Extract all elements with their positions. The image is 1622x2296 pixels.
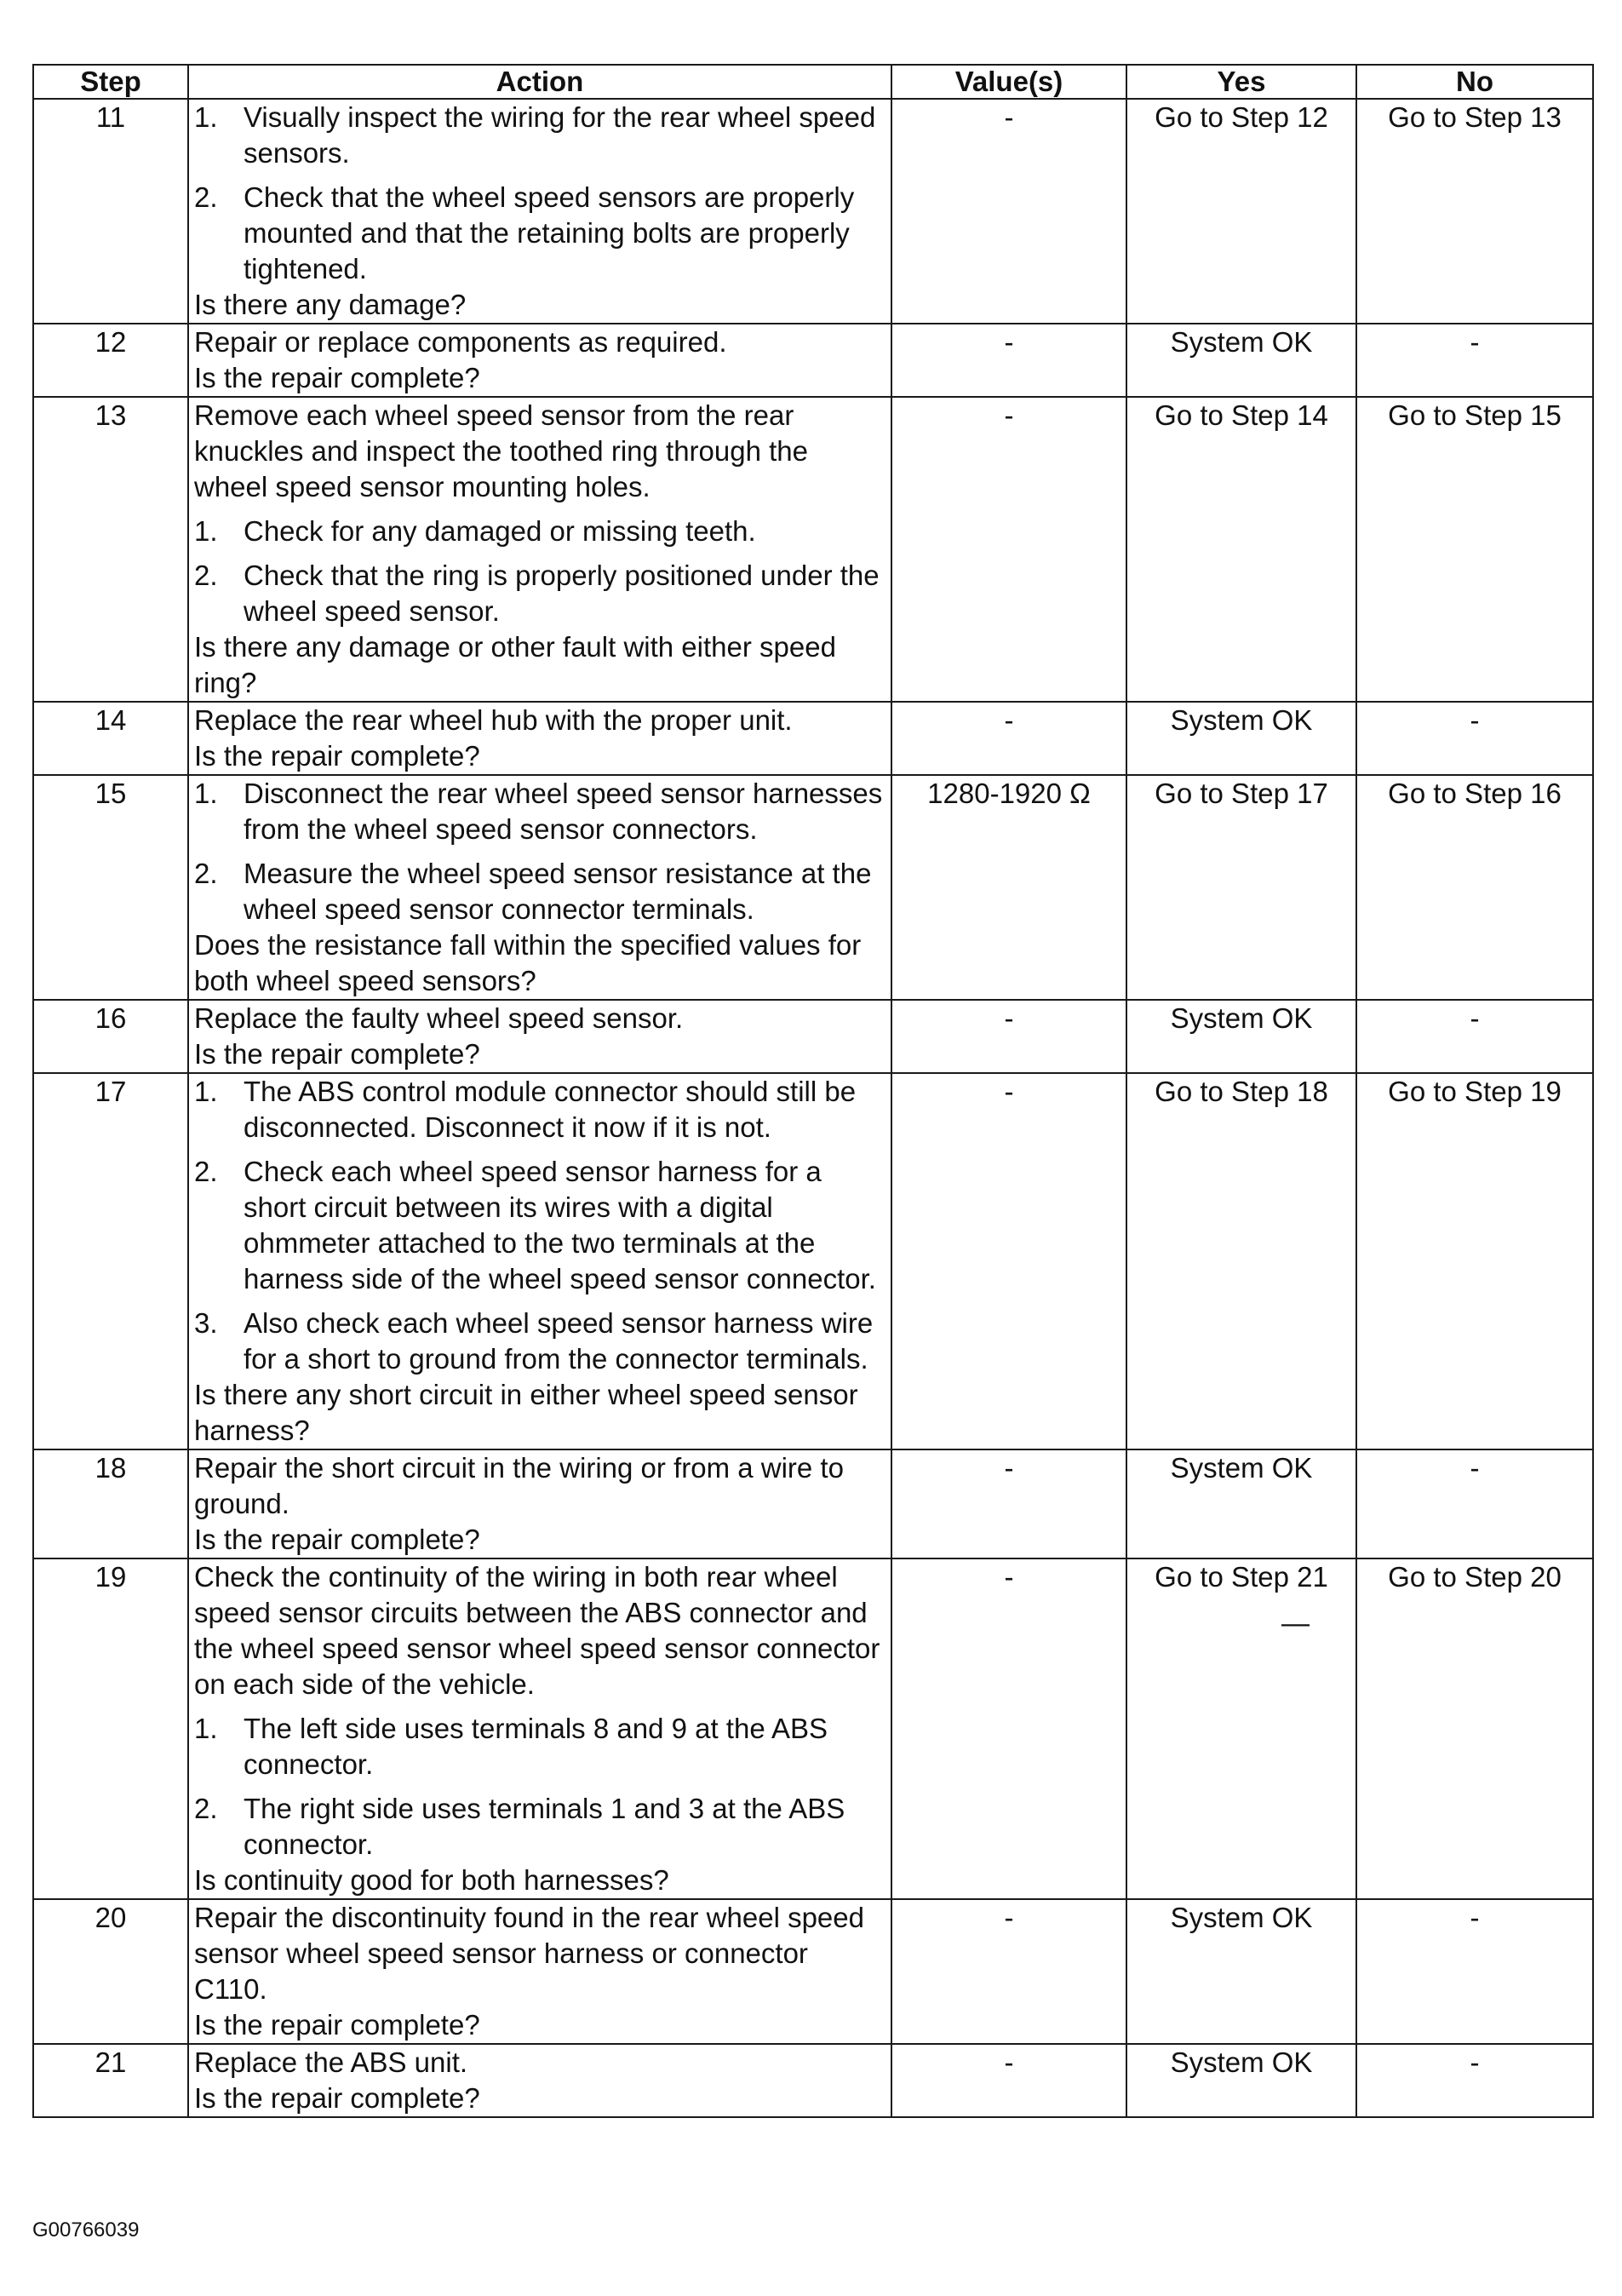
step-number: 15 [33, 775, 188, 1000]
no-cell: Go to Step 19 [1356, 1073, 1593, 1449]
action-cell [188, 702, 891, 775]
value-cell: - [891, 702, 1126, 775]
yes-result: System OK [1170, 1452, 1313, 1484]
value-cell: - [891, 99, 1126, 324]
action-step-item [194, 514, 886, 549]
action-text: Replace the rear wheel hub with the proper unit. [194, 704, 793, 736]
table-row [33, 324, 1593, 397]
table-body [33, 99, 1593, 2117]
yes-result: Go to Step 18 [1155, 1076, 1328, 1107]
value-cell: - [891, 2044, 1126, 2117]
yes-result: System OK [1170, 326, 1313, 358]
action-step-item [194, 1306, 886, 1377]
action-cell [188, 2044, 891, 2117]
step-number: 13 [33, 397, 188, 702]
action-text: Check the continuity of the wiring in both rear wheel speed sensor circuits between the ABS connector and the wheel speed sensor wheel speed sensor connector on each side of the vehicle. [194, 1561, 880, 1700]
yes-result: System OK [1170, 1902, 1313, 1933]
action-text: Is the repair complete? [194, 2009, 480, 2041]
step-number: 21 [33, 2044, 188, 2117]
yes-cell [1126, 99, 1356, 324]
value-cell: - [891, 397, 1126, 702]
item-text: Check each wheel speed sensor harness for a short circuit between its wires with a digital ohmmeter attached to the two terminals at the harness side of the wheel speed sensor connector. [244, 1156, 876, 1294]
header-step: Step [33, 65, 188, 99]
step-number: 11 [33, 99, 188, 324]
action-text: Replace the ABS unit. [194, 2046, 468, 2078]
action-text: Does the resistance fall within the specified values for both wheel speed sensors? [194, 929, 862, 996]
action-step-item [194, 1074, 886, 1145]
item-number: 2. [194, 1793, 218, 1824]
header-values: Value(s) [891, 65, 1126, 99]
action-step-item [194, 180, 886, 287]
value-cell: - [891, 1558, 1126, 1899]
step-number: 14 [33, 702, 188, 775]
table-row [33, 702, 1593, 775]
yes-result: Go to Step 12 [1155, 101, 1328, 133]
item-number: 2. [194, 858, 218, 889]
action-cell [188, 397, 891, 702]
action-step-item [194, 1154, 886, 1297]
header-yes: Yes [1126, 65, 1356, 99]
diagnostic-table [32, 64, 1594, 2118]
header-no: No [1356, 65, 1593, 99]
item-text: The left side uses terminals 8 and 9 at the ABS connector. [244, 1713, 828, 1780]
document-code: G00766039 [32, 2219, 140, 2241]
yes-cell [1126, 324, 1356, 397]
action-text: Replace the faulty wheel speed sensor. [194, 1002, 684, 1034]
yes-cell [1126, 1558, 1356, 1899]
yes-cell [1126, 1073, 1356, 1449]
yes-cell [1126, 702, 1356, 775]
no-cell: Go to Step 20 [1356, 1558, 1593, 1899]
yes-result: Go to Step 14 [1155, 399, 1328, 431]
value-cell: - [891, 1073, 1126, 1449]
step-number: 12 [33, 324, 188, 397]
action-step-item [194, 100, 886, 171]
yes-cell [1126, 1899, 1356, 2044]
table-row [33, 1899, 1593, 2044]
item-text: Check that the ring is properly positioned under the wheel speed sensor. [244, 560, 880, 627]
action-text: Is there any short circuit in either wheel speed sensor harness? [194, 1379, 858, 1446]
no-cell: - [1356, 1899, 1593, 2044]
action-text: Remove each wheel speed sensor from the rear knuckles and inspect the toothed ring through the wheel speed sensor mounting holes. [194, 399, 808, 502]
value-cell: - [891, 324, 1126, 397]
action-step-item [194, 776, 886, 847]
step-number: 19 [33, 1558, 188, 1899]
yes-cell [1126, 397, 1356, 702]
action-cell [188, 1558, 891, 1899]
action-text: Repair the discontinuity found in the rear wheel speed sensor wheel speed sensor harness or connector C110. [194, 1902, 864, 2005]
yes-mark: — [1281, 1607, 1310, 1639]
no-cell: Go to Step 16 [1356, 775, 1593, 1000]
value-cell: - [891, 1899, 1126, 2044]
action-cell [188, 324, 891, 397]
item-text: Check that the wheel speed sensors are properly mounted and that the retaining bolts are properly tightened. [244, 181, 855, 284]
item-number: 3. [194, 1307, 218, 1339]
step-number: 17 [33, 1073, 188, 1449]
action-cell [188, 99, 891, 324]
yes-result: System OK [1170, 1002, 1313, 1034]
no-cell: - [1356, 2044, 1593, 2117]
table-header-row [33, 65, 1593, 99]
value-cell: - [891, 1449, 1126, 1558]
item-text: Check for any damaged or missing teeth. [244, 515, 756, 547]
item-number: 2. [194, 1156, 218, 1187]
action-text: Is there any damage or other fault with either speed ring? [194, 631, 836, 698]
action-text: Repair the short circuit in the wiring or from a wire to ground. [194, 1452, 844, 1519]
no-cell: Go to Step 15 [1356, 397, 1593, 702]
item-text: Also check each wheel speed sensor harness wire for a short to ground from the connector terminals. [244, 1307, 874, 1375]
yes-cell [1126, 2044, 1356, 2117]
yes-cell [1126, 1449, 1356, 1558]
item-number: 2. [194, 181, 218, 213]
action-cell [188, 1073, 891, 1449]
action-cell [188, 1899, 891, 2044]
no-cell: Go to Step 13 [1356, 99, 1593, 324]
no-cell: - [1356, 1449, 1593, 1558]
yes-result: Go to Step 17 [1155, 778, 1328, 809]
item-text: Measure the wheel speed sensor resistance at the wheel speed sensor connector terminals. [244, 858, 872, 925]
step-number: 20 [33, 1899, 188, 2044]
no-cell: - [1356, 324, 1593, 397]
no-cell: - [1356, 702, 1593, 775]
action-text: Is continuity good for both harnesses? [194, 1864, 669, 1896]
item-text: The right side uses terminals 1 and 3 at the ABS connector. [244, 1793, 845, 1860]
value-cell: - [891, 1000, 1126, 1073]
item-number: 1. [194, 1076, 218, 1107]
yes-cell [1126, 1000, 1356, 1073]
yes-result: System OK [1170, 704, 1313, 736]
action-step-item [194, 1711, 886, 1782]
action-text: Is there any damage? [194, 289, 467, 320]
header-action: Action [188, 65, 891, 99]
item-number: 1. [194, 515, 218, 547]
table-row [33, 99, 1593, 324]
yes-result: Go to Step 21 [1155, 1561, 1328, 1593]
table-row [33, 2044, 1593, 2117]
value-cell: 1280-1920 Ω [891, 775, 1126, 1000]
action-cell [188, 775, 891, 1000]
no-cell: - [1356, 1000, 1593, 1073]
table-row [33, 397, 1593, 702]
item-text: The ABS control module connector should still be disconnected. Disconnect it now if it is not. [244, 1076, 857, 1143]
action-step-item [194, 558, 886, 629]
action-text: Is the repair complete? [194, 1038, 480, 1070]
step-number: 16 [33, 1000, 188, 1073]
action-step-item [194, 856, 886, 927]
action-cell [188, 1000, 891, 1073]
table-row [33, 1449, 1593, 1558]
item-number: 1. [194, 778, 218, 809]
action-step-item [194, 1791, 886, 1863]
item-number: 2. [194, 560, 218, 591]
table-row [33, 1073, 1593, 1449]
item-text: Disconnect the rear wheel speed sensor harnesses from the wheel speed sensor connectors. [244, 778, 883, 845]
item-text: Visually inspect the wiring for the rear wheel speed sensors. [244, 101, 876, 169]
action-text: Repair or replace components as required. [194, 326, 727, 358]
table-row [33, 775, 1593, 1000]
item-number: 1. [194, 1713, 218, 1744]
action-text: Is the repair complete? [194, 2082, 480, 2114]
item-number: 1. [194, 101, 218, 133]
action-text: Is the repair complete? [194, 740, 480, 772]
table-row [33, 1558, 1593, 1899]
yes-cell [1126, 775, 1356, 1000]
step-number: 18 [33, 1449, 188, 1558]
action-cell [188, 1449, 891, 1558]
action-text: Is the repair complete? [194, 362, 480, 393]
yes-result: System OK [1170, 2046, 1313, 2078]
table-row [33, 1000, 1593, 1073]
action-text: Is the repair complete? [194, 1524, 480, 1555]
